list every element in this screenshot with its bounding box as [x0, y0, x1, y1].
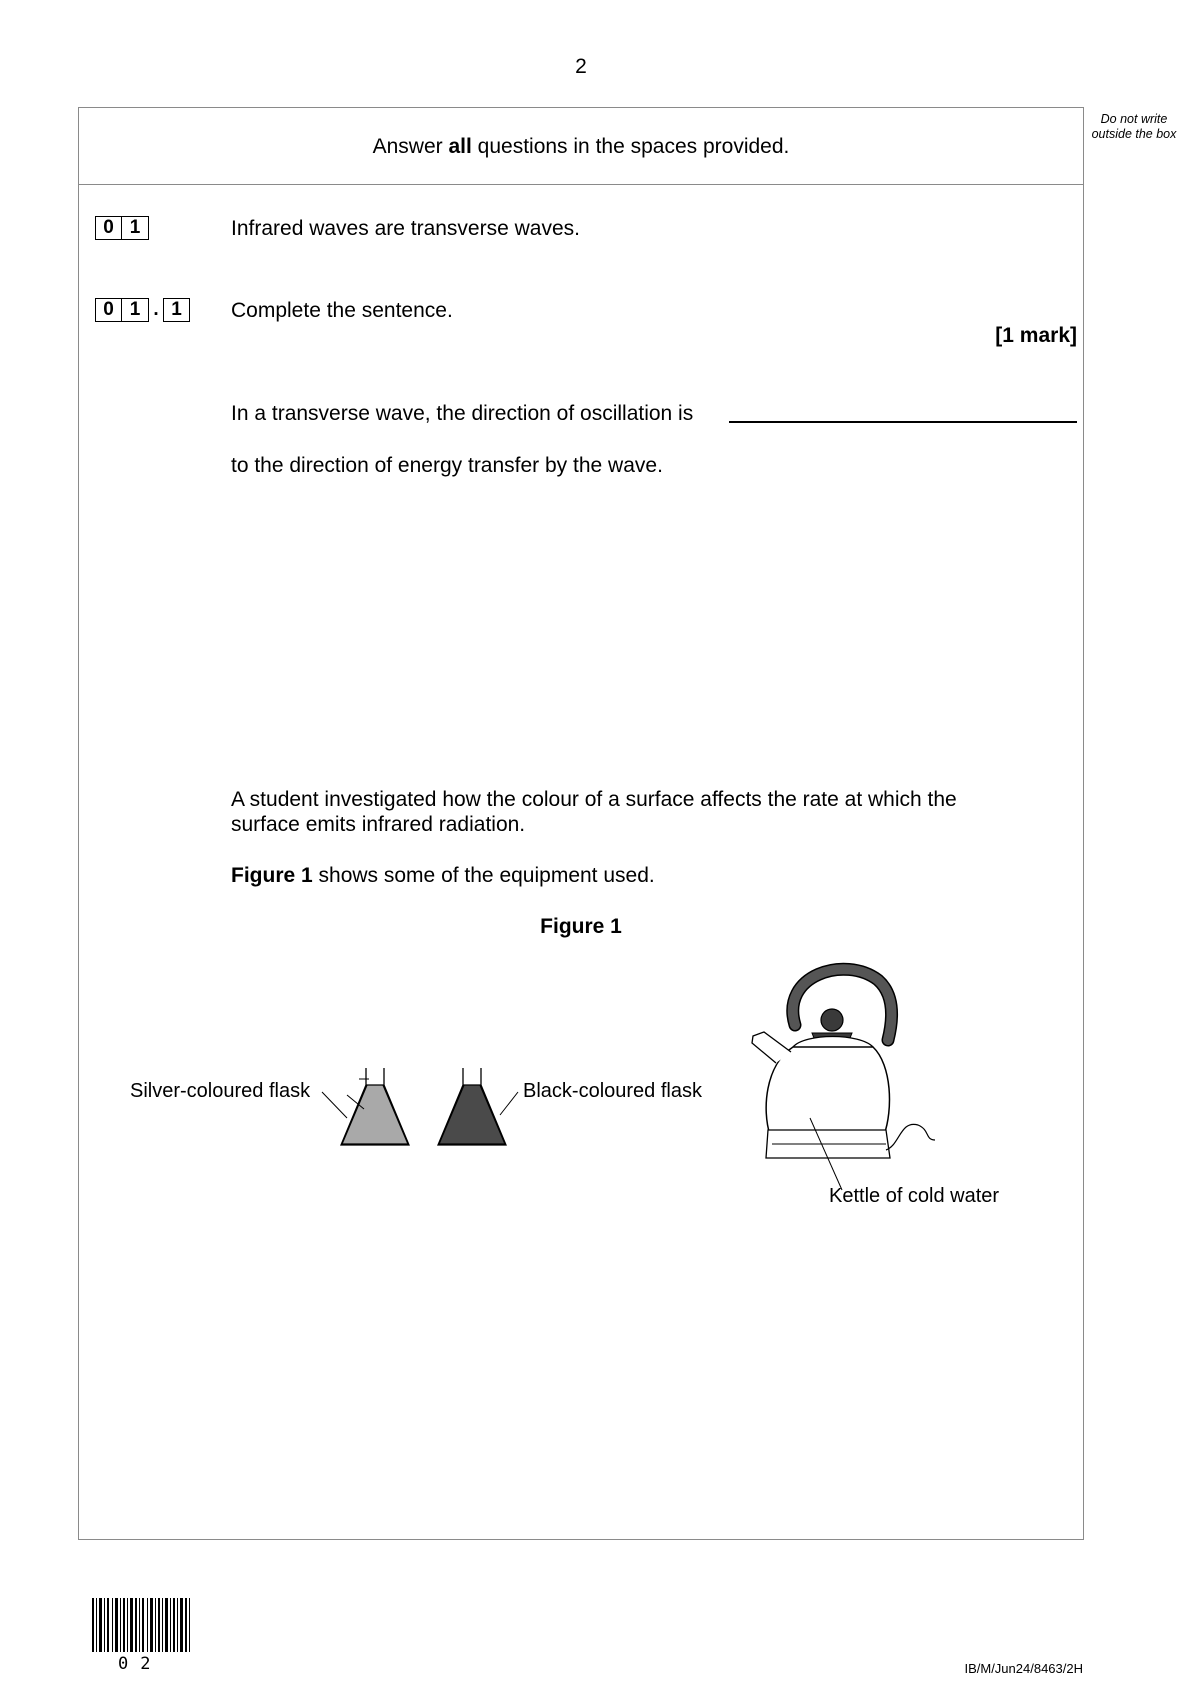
marks-label: [1 mark]	[995, 324, 1077, 347]
kettle	[752, 969, 935, 1190]
kettle-label: Kettle of cold water	[829, 1185, 1000, 1207]
question-digit: 1	[122, 298, 149, 322]
barcode	[92, 1598, 202, 1652]
question-prompt: Complete the sentence.	[231, 299, 453, 322]
question-digit: 0	[95, 216, 122, 240]
question-digit: 1	[163, 298, 190, 322]
sentence-start: In a transverse wave, the direction of oscillation is	[231, 402, 694, 425]
black-flask-label: Black-coloured flask	[523, 1080, 702, 1102]
instruction: Answer all questions in the spaces provided.	[372, 135, 790, 158]
page-number: 2	[575, 55, 587, 78]
question-digit: 0	[95, 298, 122, 322]
margin-note: Do not write outside the box	[1091, 112, 1177, 141]
figure-title: Figure 1	[540, 915, 622, 938]
context-line-2: surface emits infrared radiation.	[231, 813, 526, 836]
silver-flask	[322, 1068, 409, 1145]
question-dot: .	[153, 299, 159, 320]
silver-flask-label: Silver-coloured flask	[130, 1080, 311, 1102]
sentence-end: to the direction of energy transfer by the wave.	[231, 454, 663, 477]
paper-code: IB/M/Jun24/8463/2H	[964, 1661, 1083, 1676]
figure-reference: Figure 1 shows some of the equipment used.	[231, 864, 655, 887]
question-digit: 1	[122, 216, 149, 240]
question-stem: Infrared waves are transverse waves.	[231, 217, 580, 240]
barcode-number: 02	[118, 1654, 163, 1674]
black-flask	[438, 1068, 518, 1145]
context-line-1: A student investigated how the colour of a surface affects the rate at which the	[231, 788, 957, 811]
